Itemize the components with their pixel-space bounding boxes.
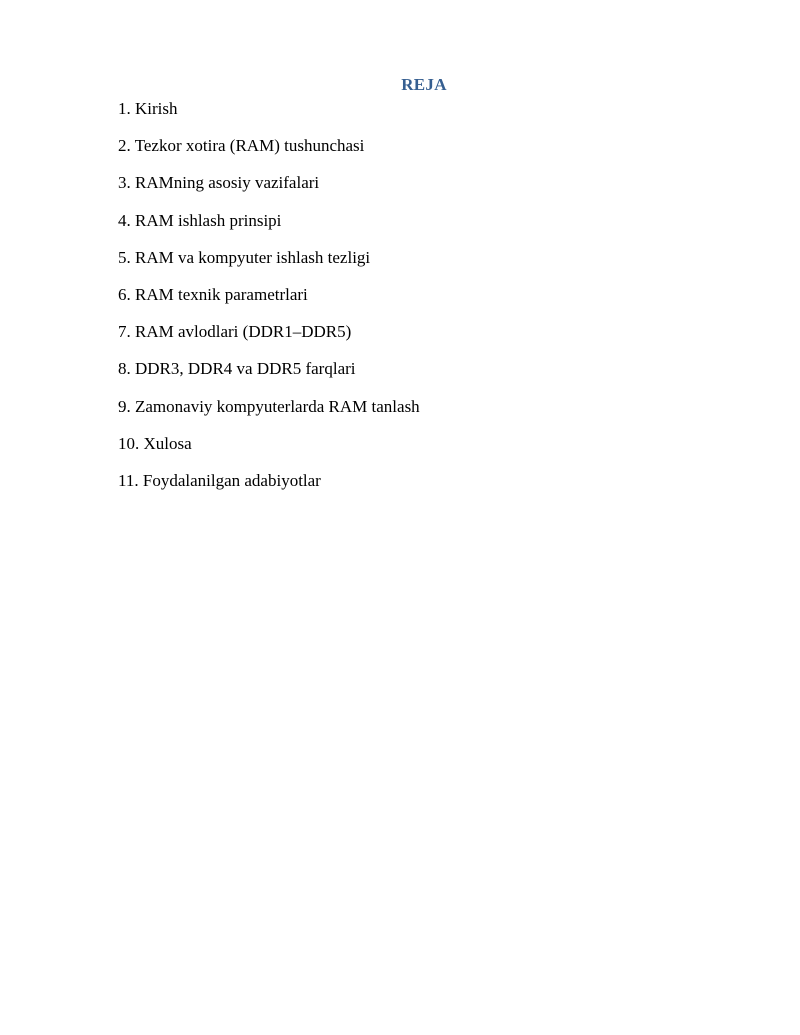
toc-item-ram-selection: 9. Zamonaviy kompyuterlarda RAM tanlash [118,396,420,416]
toc-item-ram-concept: 2. Tezkor xotira (RAM) tushunchasi [118,136,365,156]
toc-item-kirish: 1. Kirish [118,99,178,118]
table-of-contents [118,98,420,507]
toc-item-references: 11. Foydalanilgan adabiyotlar [118,470,321,490]
toc-item-ram-parameters: 6. RAM texnik parametrlari [118,284,308,304]
document-title: REJA [401,75,447,94]
toc-item-ram-generations: 7. RAM avlodlari (DDR1–DDR5) [118,322,352,342]
toc-item-ram-functions: 3. RAMning asosiy vazifalari [118,173,320,193]
toc-item-ram-speed: 5. RAM va kompyuter ishlash tezligi [118,247,371,267]
toc-item-ddr-differences: 8. DDR3, DDR4 va DDR5 farqlari [118,359,356,379]
toc-item-ram-principle: 4. RAM ishlash prinsipi [118,210,282,230]
toc-item-conclusion: 10. Xulosa [118,433,192,453]
